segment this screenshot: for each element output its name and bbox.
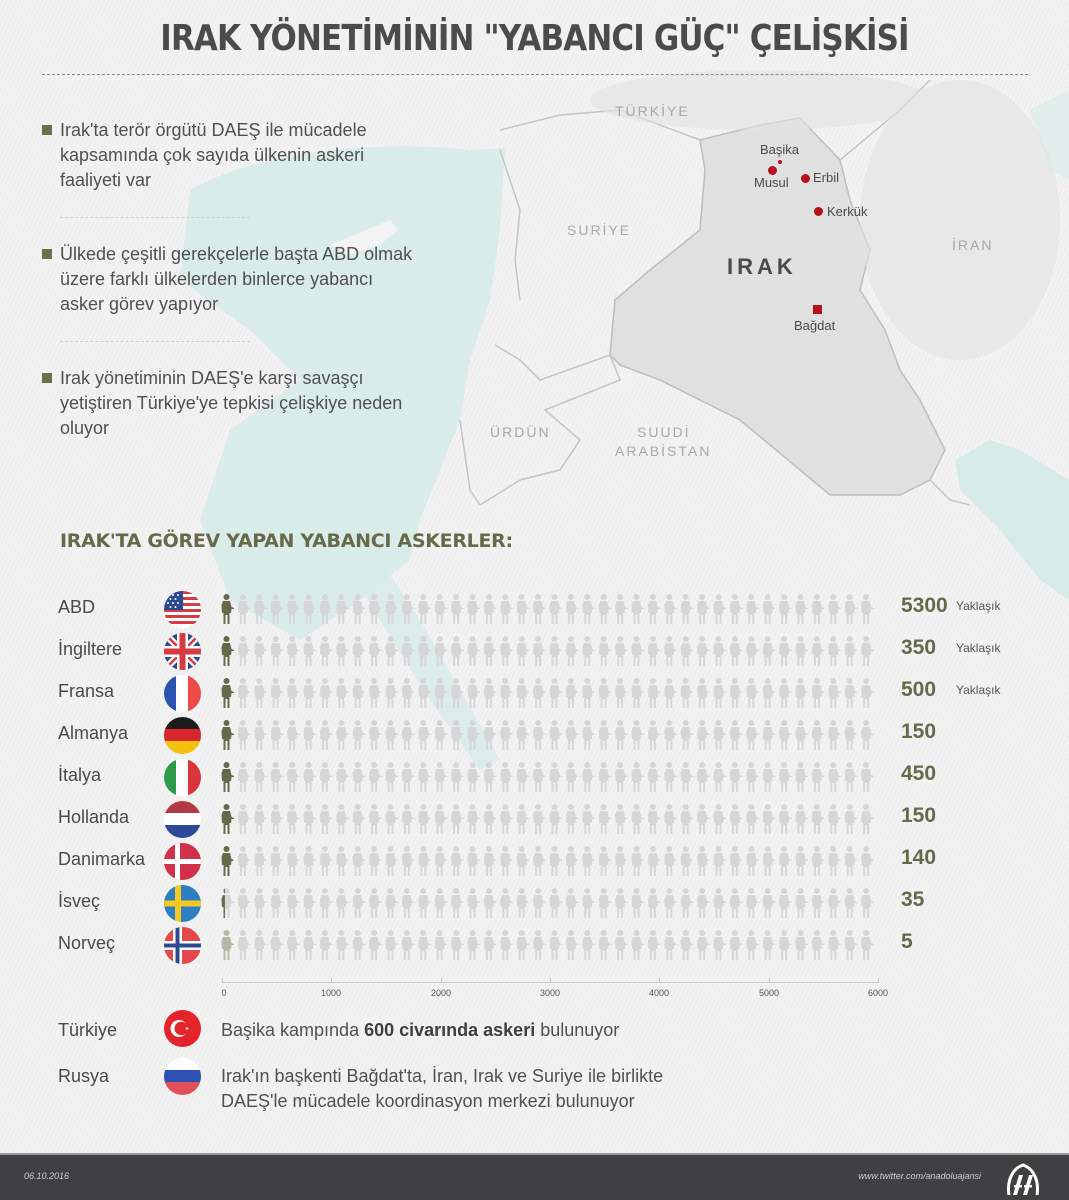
france-flag-icon (164, 675, 201, 712)
rusya-description: Irak'ın başkenti Bağdat'ta, İran, Irak ve Suriye ile birlikte DAEŞ'le mücadele koordinasyon merkezi bulunuyor (221, 1066, 664, 1111)
approx-note: Yaklaşık (956, 683, 1001, 697)
denmark-flag-icon (164, 843, 201, 880)
axis-tick-label: 2000 (430, 988, 452, 998)
troop-count: 150 (901, 804, 937, 827)
country-name: Norveç (58, 933, 116, 953)
map-label-urdun: ÜRDÜN (490, 424, 551, 440)
soldier-pictogram (220, 634, 890, 668)
bullet-item (42, 118, 422, 193)
axis-tick-label: 0 (221, 988, 227, 998)
section-title: IRAK'TA GÖREV YAPAN YABANCI ASKERLER: (60, 530, 513, 552)
soldier-pictogram (220, 760, 890, 794)
country-name: İsveç (58, 891, 101, 911)
chart-row-hollanda (0, 798, 1069, 840)
publish-date: 06.10.2016 (24, 1171, 70, 1181)
title-divider (42, 74, 1028, 75)
axis-tick (659, 978, 660, 983)
italy-flag-icon (164, 759, 201, 796)
chart-row-ingiltere (0, 630, 1069, 672)
soldier-pictogram (220, 592, 890, 626)
axis-tick (878, 978, 879, 983)
troop-count: 140 (901, 846, 937, 869)
troop-count: 35 (901, 888, 925, 911)
soldier-pictogram (220, 802, 890, 836)
bullet-square-icon (42, 373, 52, 383)
x-axis (221, 982, 889, 1006)
sweden-flag-icon (164, 885, 201, 922)
chart-row-fransa (0, 672, 1069, 714)
turkey-flag-icon (164, 1010, 201, 1047)
soldier-pictogram (220, 844, 890, 878)
chart-row-italya (0, 756, 1069, 798)
bullet-square-icon (42, 249, 52, 259)
musul-marker-icon (768, 166, 777, 175)
country-name: İtalya (58, 765, 102, 785)
map-label-suudi: SUUDİ (637, 424, 691, 440)
bullet-item (42, 242, 422, 317)
troop-count: 5 (901, 930, 913, 953)
germany-flag-icon (164, 717, 201, 754)
city-label-bagdat: Bağdat (794, 318, 836, 333)
chart-row-norvec (0, 924, 1069, 966)
country-name: İngiltere (58, 639, 123, 659)
axis-tick-label: 6000 (867, 988, 889, 998)
russia-flag-icon (164, 1058, 201, 1095)
country-name: Fransa (58, 681, 115, 701)
city-label-kerkuk: Kerkük (827, 204, 868, 219)
map-label-arabistan: ARABİSTAN (615, 443, 712, 459)
axis-tick (331, 978, 332, 983)
usa-flag-icon (164, 591, 201, 628)
bullet-text: Irak'ta terör örgütü DAEŞ ile mücadele kapsamında çok sayıda ülkenin askeri faaliyeti var (60, 120, 367, 190)
approx-note: Yaklaşık (956, 641, 1001, 655)
kerkuk-marker-icon (814, 207, 823, 216)
erbil-marker-icon (801, 174, 810, 183)
troop-count: 350 (901, 636, 937, 659)
netherlands-flag-icon (164, 801, 201, 838)
norway-flag-icon (164, 927, 201, 964)
axis-tick (222, 978, 223, 983)
page-title: IRAK YÖNETİMİNİN "YABANCI GÜÇ" ÇELİŞKİSİ (160, 18, 909, 59)
country-name: Danimarka (58, 849, 146, 869)
soldier-pictogram (220, 718, 890, 752)
bullet-text: Ülkede çeşitli gerekçelerle başta ABD olmak üzere farklı ülkelerden binlerce yabancı asker görev yapıyor (60, 244, 413, 314)
city-label-musul: Musul (754, 175, 789, 190)
soldier-pictogram (220, 676, 890, 710)
map-label-suriye: SURİYE (567, 222, 632, 238)
bullet-square-icon (42, 125, 52, 135)
axis-tick (550, 978, 551, 983)
axis-tick-label: 3000 (539, 988, 561, 998)
troop-count: 150 (901, 720, 937, 743)
axis-tick-label: 1000 (320, 988, 342, 998)
uk-flag-icon (164, 633, 201, 670)
map-label-iran: İRAN (952, 237, 994, 253)
chart-row-almanya (0, 714, 1069, 756)
axis-tick-label: 5000 (758, 988, 780, 998)
bullet-divider (60, 217, 250, 218)
city-label-basika: Başika (760, 142, 800, 157)
city-label-erbil: Erbil (813, 170, 840, 185)
country-name: Hollanda (58, 807, 130, 827)
basika-marker-icon (778, 160, 782, 164)
approx-note: Yaklaşık (956, 599, 1001, 613)
footer-bar (0, 1153, 1069, 1200)
country-name: Almanya (58, 723, 129, 743)
soldier-pictogram (220, 928, 890, 962)
axis-tick (441, 978, 442, 983)
chart-row-isvec (0, 882, 1069, 924)
chart-row-danimarka (0, 840, 1069, 882)
bullet-item (42, 366, 422, 441)
troop-count: 450 (901, 762, 937, 785)
chart-row-abd (0, 588, 1069, 630)
troop-count: 500 (901, 678, 937, 701)
country-name: ABD (58, 597, 96, 617)
soldier-pictogram (220, 886, 890, 920)
anadolu-agency-logo-icon (1005, 1161, 1041, 1195)
twitter-link[interactable]: www.twitter.com/anadoluajansi (858, 1171, 981, 1181)
axis-tick-label: 4000 (648, 988, 670, 998)
map-label-turkiye: TÜRKİYE (615, 103, 690, 119)
axis-tick (769, 978, 770, 983)
troop-count: 5300 (901, 594, 948, 617)
map-label-irak: IRAK (727, 254, 797, 279)
bullet-text: Irak yönetiminin DAEŞ'e karşı savaşçı yetiştiren Türkiye'ye tepkisi çelişkiye neden oluyor (60, 368, 403, 438)
turkiye-description: Başika kampında 600 civarında askeri bulunuyor (221, 1020, 620, 1040)
bullet-divider (60, 341, 250, 342)
country-name: Türkiye (58, 1020, 118, 1040)
soldier-chart (0, 588, 1069, 966)
country-name: Rusya (58, 1066, 110, 1086)
bagdat-capital-marker-icon (813, 305, 822, 314)
bullet-list (42, 118, 422, 441)
